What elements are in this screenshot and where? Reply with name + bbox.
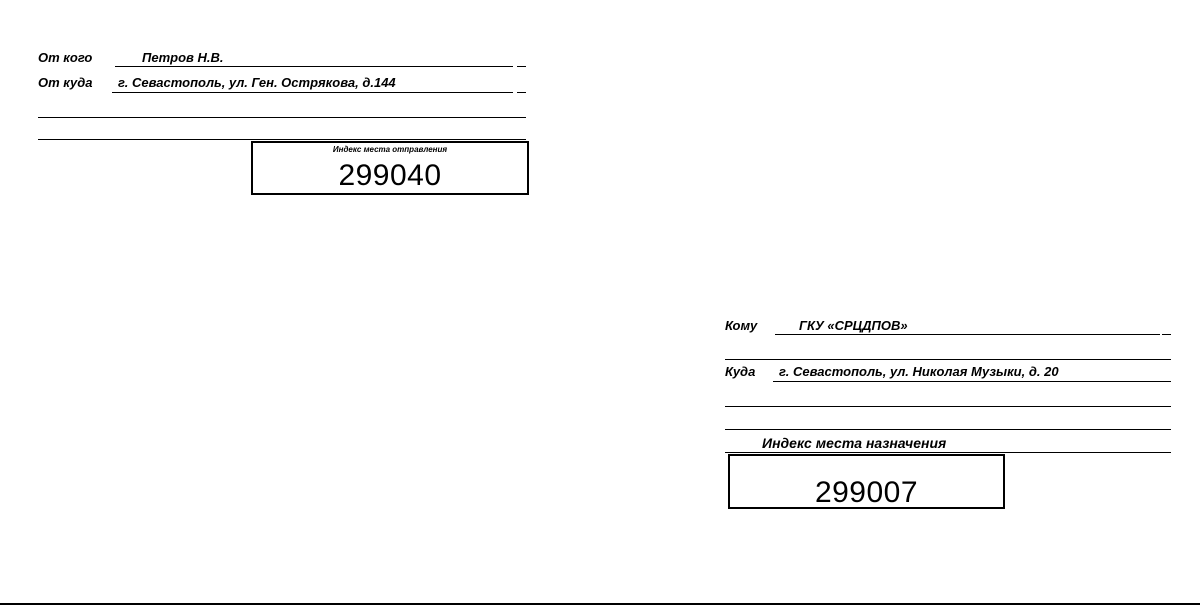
recipient-to-label: Кому [725, 318, 758, 333]
sender-address-line-2 [38, 117, 526, 118]
recipient-index-underline [725, 452, 1171, 453]
recipient-address-value: г. Севастополь, ул. Николая Музыки, д. 20 [779, 364, 1059, 379]
recipient-index-label: Индекс места назначения [762, 435, 947, 451]
sender-address-underline [112, 92, 513, 93]
sender-address-label: От куда [38, 75, 93, 90]
recipient-to-value: ГКУ «СРЦДПОВ» [799, 318, 908, 333]
sender-from-value: Петров Н.В. [142, 50, 224, 65]
sender-from-underline [115, 66, 513, 67]
recipient-address-line-2 [725, 406, 1171, 407]
sender-index-value: 299040 [338, 159, 442, 192]
sender-address-underline-tail [517, 92, 526, 93]
recipient-index-value: 299007 [814, 476, 919, 509]
page-bottom-border [0, 603, 1200, 605]
sender-from-underline-tail [517, 66, 526, 67]
recipient-to-line-2 [725, 359, 1171, 360]
sender-index-box [251, 141, 529, 195]
recipient-index-box [728, 454, 1005, 509]
sender-from-label: От кого [38, 50, 93, 65]
recipient-address-label: Куда [725, 364, 756, 379]
recipient-to-underline [775, 334, 1160, 335]
sender-address-line-3 [38, 139, 526, 140]
sender-address-value: г. Севастополь, ул. Ген. Острякова, д.144 [118, 75, 396, 90]
recipient-to-underline-tail [1162, 334, 1171, 335]
sender-index-caption: Индекс места отправления [332, 145, 448, 154]
recipient-address-underline [773, 381, 1171, 382]
recipient-address-line-3 [725, 429, 1171, 430]
